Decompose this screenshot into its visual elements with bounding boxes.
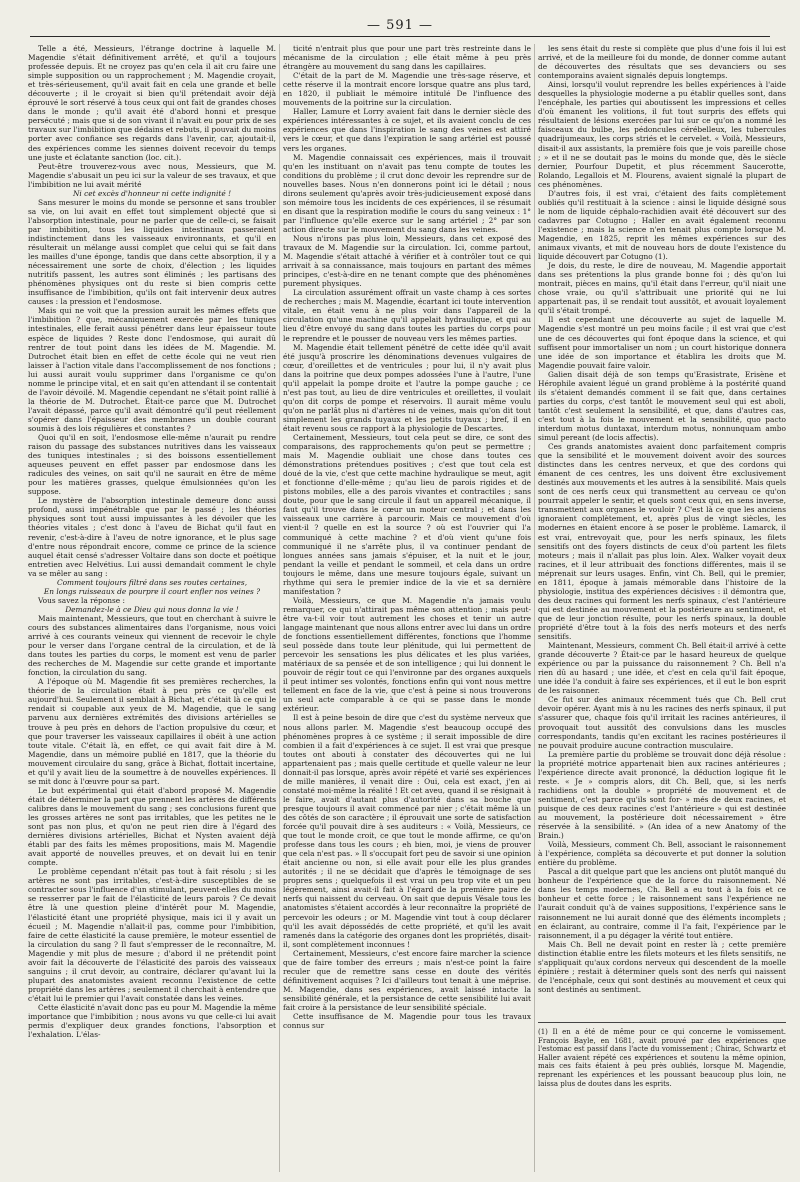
paragraph: Maintenant, Messieurs, comment Ch. Bell était-il arrivé à cette grande découverte ? Était-ce par le hasard heureux de quelque expérience ou par la puissance du raisonnement ? Ch. Bell n'a rien dû au hasard ; une idée, et c'est en cela qu'il fait époque, une idée l'a conduit à faire ses expériences, et il eut le bon esprit de les raisonner. [538, 641, 786, 696]
paragraph: Certainement, Messieurs, c'est encore faire marcher la science que de faire tomber des erreurs ; mais n'est-ce point la faire reculer que de remettre sans cesse en doute des vérités définitivement acquises ? Ici d'ailleurs tout tenait à une méprise. M. Magendie, dans ses expériences, avait laissé intacte la sensibilité générale, et la persistance de cette sensibilité lui avait fait croire à la persistance de leur sensibilité spéciale. [283, 948, 531, 1012]
paragraph: ticité n'entrait plus que pour une part très restreinte dans le mécanisme de la circulation ; elle était même à peu près étrangère au mouvement du sang dans les capillaires. [283, 44, 531, 72]
paragraph: Peut-être trouverez-vous avec nous, Messieurs, que M. Magendie s'abusait un peu ici sur la valeur de ses travaux, et que l'imbibition ne lui avait mérité [28, 161, 276, 189]
verse-line: En longs ruisseaux de pourpre il court enfler nos veines ? [43, 586, 261, 596]
paragraph: Ce fut sur des animaux récemment tués que Ch. Bell crut devoir opérer. Ayant mis à nu les racines des nerfs spinaux, il put s'assurer que, chaque fois qu'il irritait les racines antérieures, il provoquait tout aussitôt des convulsions dans les muscles correspondants, tandis qu'en excitant les racines postérieures il ne pouvait produire aucune contraction musculaire. [538, 695, 786, 750]
paragraph: les sens était du reste si complète que plus d'une fois il lui est arrivé, et de la meilleure foi du monde, de donner comme autant de découvertes des résultats que ses devanciers ou ses contemporains avaient signalés depuis longtemps. [538, 44, 786, 81]
page-number: — 591 — [366, 18, 434, 33]
paragraph: Pascal a dit quelque part que les anciens ont plutôt manqué du bonheur de l'expérience que de la force du raisonnement. Né dans les temps modernes, Ch. Bell a eu tout à la fois et ce bonheur et cette force ; le raisonnement sans l'expérience ne l'aurait conduit qu'à de vaines suppositions, l'expérience sans le raisonnement ne lui aurait donné que des éléments incomplets ; en éclairant, au contraire, comme il l'a fait, l'expérience par le raisonnement, il a pu dégager la vérité tout entière. [538, 867, 786, 940]
paragraph: Ainsi, lorsqu'il voulut reprendre les belles expériences à l'aide desquelles la physiologie moderne a pu établir quelles sont, dans l'encéphale, les parties qui aboutissent les impressions et celles d'où émanent les volitions, il fut tout surpris des effets qui résultaient de lésions exercées par lui sur ce qu'on a nommé les faisceaux du bulbe, les pédoncules cérébelleux, les tubercules quadrijumeaux, les corps striés et le cervelet. « Voilà, Messieurs, disait-il aux assistants, la première fois que je vois pareille chose ; » et il ne se doutait pas le moins du monde que, dès le siècle dernier, Pourfour Dupetit, et plus récemment Saucerotte, Rolando, Legallois et M. Flourens, avaient signalé la plupart de ces phénomènes. [538, 80, 786, 189]
paragraph: Mais maintenant, Messieurs, que tout en cherchant à suivre le cours des substances alimentaires dans l'organisme, nous voici arrivé à ces courants veineux qui viennent de recevoir le chyle pour le verser dans l'organe central de la circulation, et de là dans toutes les parties du corps, le moment est venu de parler des recherches de M. Magendie sur cette grande et importante fonction, la circulation du sang. [28, 613, 276, 678]
paragraph: Cette élasticité n'avait donc pas eu pour M. Magendie la même importance que l'imbibition ; nous avons vu que celle-ci lui avait permis d'expliquer deux grandes fonctions, l'absorption et l'exhalation. L'élas- [28, 1002, 276, 1040]
paragraph: Il est cependant une découverte au sujet de laquelle M. Magendie s'est montré un peu moins facile ; il est vrai que c'est une de ces découvertes qui font époque dans la science, et qui suffisent pour immortaliser un nom ; un court historique donnera une idée de son importance et établira les droits que M. Magendie pouvait faire valoir. [538, 315, 786, 370]
paragraph: Ces grands anatomistes avaient donc parfaitement compris que la sensibilité et le mouvement doivent avoir des sources distinctes dans les centres nerveux, et que des cordons qui émanent de ces centres, les uns doivent être exclusivement destinés aux mouvements et les autres à la sensibilité. Mais quels sont de ces nerfs ceux qui transmettent au cerveau ce qu'on pourrait appeler le sentir, et quels sont ceux qui, en sens inverse, transmettent aux organes le vouloir ? C'est là ce que les anciens ignoraient complètement, et, après plus de vingt siècles, les modernes en étaient encore à se poser le problème. Lamarck, il est vrai, entrevoyait que, pour les nerfs spinaux, les filets sensitifs ont des foyers distincts de ceux d'où partent les filets moteurs ; mais il n'allait pas plus loin. Alex. Walker voyait deux racines, et il leur attribuait des fonctions différentes, mais il se méprenait sur leurs usages. Enfin, vint Ch. Bell, qui le premier, en 1811, époque à jamais mémorable dans l'histoire de la physiologie, institua des expériences décisives : il démontra que, des deux racines qui forment les nerfs spinaux, c'est l'antérieure qui est destinée au mouvement et la postérieure au sentiment, et que de leur jonction résulte, pour les nerfs spinaux, la double propriété d'être tout à la fois des nerfs moteurs et des nerfs sensitifs. [538, 442, 786, 642]
column-divider [279, 44, 280, 1172]
paragraph: C'était de la part de M. Magendie une très-sage réserve, et cette réserve il la montrait encore lorsque quatre ans plus tard, en 1820, il publiait le mémoire intitulé De l'influence des mouvements de la poitrine sur la circulation. [283, 71, 531, 108]
verse-line: Demandez-le à ce Dieu qui nous donna la vie ! [65, 604, 239, 614]
verse-line: Comment toujours filtré dans ses routes certaines, [56, 577, 248, 587]
paragraph: La première partie du problème se trouvait donc déjà résolue : la propriété motrice appartenait bien aux racines antérieures ; l'expérience directe avait prononcé, la déduction logique fit le reste. « Je » compris alors, dit Ch. Bell, que, si les nerfs rachidiens ont la double » propriété de mouvement et de sentiment, c'est parce qu'ils sont for- » més de deux racines, et puisque de ces deux racines c'est l'antérieure » qui est destinée au mouvement, la postérieure doit nécessairement » être réservée à la sensibilité. » (An idea of a new Anatomy of the Brain.) [538, 749, 786, 841]
paragraph: Je dois, du reste, le dire de nouveau, M. Magendie apportait dans ses prétentions la plus grande bonne foi ; dès qu'on lui montrait, pièces en mains, qu'il était dans l'erreur, qu'il niait une chose vraie, ou qu'il s'attribuait une priorité qui ne lui appartenait pas, il se rendait tout aussitôt, et avouait loyalement qu'il s'était trompé. [538, 261, 786, 316]
paragraph: La circulation assurément offrait un vaste champ à ces sortes de recherches ; mais M. Magendie, écartant ici toute intervention vitale, en était venu à ne plus voir dans l'appareil de la circulation qu'une machine qu'il appelait hydraulique, et qui au lieu d'être envoyé du sang dans toutes les parties du corps pour le reprendre et le pousser de nouveau vers les mêmes parties. [283, 288, 531, 343]
column-2 [283, 44, 531, 1172]
paragraph: A l'époque où M. Magendie fit ses premières recherches, la théorie de la circulation était à peu près ce qu'elle est aujourd'hui. Seulement il semblait à Bichat, et c'était là ce qui le rendait si coupable aux yeux de M. Magendie, que le sang parvenu aux dernières extrémités des divisions artérielles se trouve à peu près en dehors de l'action propulsive du cœur, et que pour traverser les vaisseaux capillaires il obéit à une action toute vitale. C'était là, en effet, ce qui avait fait dire à M. Magendie, dans un mémoire publié en 1817, que la théorie du mouvement circulaire du sang, grâce à Bichat, flottait incertaine, et qu'il y avait lieu de la soumettre à de nouvelles expériences. Il se mit donc à l'œuvre pour sa part. [28, 677, 276, 786]
paragraph: Cette insuffisance de M. Magendie pour tous les travaux connus sur [283, 1012, 531, 1031]
paragraph: Mais qui ne voit que la pression aurait les mêmes effets que l'imbibition ? que, mécaniquement exercée par les tuniques intestinales, elle ferait aussi pénétrer dans leur épaisseur toute espèce de liquides ? Reste donc l'endosmose, qui aurait dû rentrer de tout point dans les idées de M. Magendie. M. Dutrochet était bien en effet de cette école qui ne veut rien laisser à l'action vitale dans l'accomplissement de nos fonctions ; lui aussi aurait voulu supprimer dans l'organisme ce qu'on nomme le principe vital, et en sait qu'en attendant il se contentait de l'avoir dévoilé. M. Magendie cependant ne s'était point rallié à la théorie de M. Dutrochet. Était-ce parce que M. Dutrochet l'avait dépassé, parce qu'il avait démontré qu'il peut réellement s'opérer dans l'épaisseur des membranes un double courant soumis à des lois régulières et constantes ? [28, 306, 276, 433]
column-1 [28, 44, 276, 1172]
column-3 [538, 44, 786, 1014]
paragraph: Haller, Lamure et Lorry avaient fait dans le dernier siècle des expériences intéressantes à ce sujet, et ils avaient conclu de ces expériences que dans l'inspiration le sang des veines est attiré vers le cœur, et que dans l'expiration le sang artériel est poussé vers les organes. [283, 107, 531, 153]
verse-line: Ni cet excès d'honneur ni cette indignité ! [72, 188, 232, 198]
paragraph: Telle a été, Messieurs, l'étrange doctrine à laquelle M. Magendie s'était définitivement arrêté, et qu'il a toujours professée depuis. Et ne croyez pas qu'en cela il ait cru faire une simple supposition ou un rapprochement ; M. Magendie croyait, et très-sérieusement, qu'il avait fait en cela une grande et belle découverte ; il le croyait si bien qu'il prétendait avoir déjà éprouvé le sort réservé à tous ceux qui ont fait de grandes choses dans le monde ; qu'il avait été d'abord honni et presque persécuté ; mais que si de son vivant il n'avait eu pour prix de ses travaux sur l'imbibition que dédains et rebuts, il pouvait du moins porter avec confiance ses regards dans l'avenir, car, ajoutait-il, des expériences comme les siennes doivent recevoir du temps une juste et éclatante sanction (loc. cit.). [28, 44, 276, 162]
paragraph: Sans mesurer le moins du monde se personne et sans troubler sa vie, on lui avait en effet tout simplement objecté que si l'absorption intestinale, pour ne parler que de celle-ci, se faisait par imbibition, tous les liquides intestinaux passeraient indistinctement dans les vaisseaux environnants, et qu'il en résulterait un mélange aussi complet que celui qui se fait dans les mailles d'une éponge, tandis que dans cette absorption, il y a nécessairement une sorte de choix, d'élection ; les liquides nutritifs passent, les autres sont éliminés ; les partisans des phénomènes physiques ont du reste si bien compris cette insuffisance de l'imbibition, qu'ils ont fait intervenir deux autres causes : la pression et l'endosmose. [28, 197, 276, 307]
paragraph: Certainement, Messieurs, tout cela peut se dire, ce sont des comparaisons, des rapprochements qu'on peut se permettre ; mais M. Magendie oubliait une chose dans toutes ces démonstrations prétendues positives ; c'est que tout cela est doué de la vie, c'est que cette machine hydraulique se meut, agit et fonctionne d'elle-même ; qu'au lieu de parois rigides et de pistons mobiles, elle a des parois vivantes et contractiles ; sans doute, pour que le sang circule il faut un appareil mécanique, il faut qu'il trouve dans le cœur un moteur central ; et dans les vaisseaux une carrière à parcourir. Mais ce mouvement d'où vient-il ? quelle en est la source ? où est l'ouvrier qui l'a communiqué à cette machine ? et d'où vient qu'une fois communiqué il ne s'arrête plus, il va continuer pendant de longues années sans jamais s'épuiser, et la nuit et le jour, pendant la veille et pendant le sommeil, et cela dans un ordre toujours le même, dans une mesure toujours égale, suivant un rhythme qui sera le premier indice de la vie et sa dernière manifestation ? [283, 433, 531, 596]
paragraph: Il est à peine besoin de dire que c'est du système nerveux que nous allons parler. M. Magendie s'est beaucoup occupé des phénomènes propres à ce système ; il serait impossible de dire combien il a fait d'expériences à ce sujet. Il est vrai que presque toutes ont abouti à constater des découvertes qui ne lui appartenaient pas ; mais quelle certitude et quelle valeur ne leur donnait-il pas lorsque, après avoir répété et varié ses expériences de mille manières, il venait dire : Oui, cela est exact, j'en ai constaté moi-même la réalité ! Et cet aveu, quand il se résignait à le faire, avait d'autant plus d'autorité dans sa bouche que presque toujours il avait commencé par nier ; c'était même là un des côtés de son caractère ; il éprouvait une sorte de satisfaction forcée qu'il pouvait dire à ses auditeurs : « Voilà, Messieurs, ce que tout le monde croit, ce que tout le monde affirme, ce qu'on professe dans tous les cours ; eh bien, moi, je viens de prouver que cela n'est pas. » Il s'occupait fort peu de savoir si une opinion était ancienne ou non, si elle avait pour elle les plus grandes autorités ; il ne se décidait que d'après le témoignage de ses propres sens ; quelquefois il est vrai un peu trop vite et un peu légèrement, ainsi avait-il fait à l'égard de la première paire de nerfs qui naissent du cerveau. On sait que depuis Vésale tous les anatomistes s'étaient accordés à leur reconnaître la propriété de percevoir les odeurs ; or M. Magendie vint tout à coup déclarer qu'il les avait dépossédés de cette propriété, et qu'il les avait ramenés dans la catégorie des organes dont les propriétés, disait-il, sont complètement inconnues ! [283, 713, 531, 949]
paragraph: D'autres fois, il est vrai, c'étaient des faits complètement oubliés qu'il restituait à la science : ainsi le liquide désigné sous le nom de liquide céphalo-rachidien avait été découvert sur des cadavres par Cotugno ; Haller en avait également reconnu l'existence ; mais la science n'en tenait plus compte lorsque M. Magendie, en 1825, reprit les mêmes expériences sur des animaux vivants, et mit de nouveau hors de doute l'existence du liquide découvert par Cotugno (1). [538, 188, 786, 262]
paragraph: Voilà, Messieurs, comment Ch. Bell, associant le raisonnement à l'expérience, compléta sa découverte et put donner la solution entière du problème. [538, 840, 786, 868]
footnote: (1) Il en a été de même pour ce qui concerne le vomissement. François Bayle, en 1681, avait prouvé par des expériences que l'estomac est passif dans l'acte du vomissement ; Chirac, Schwartz et Haller avaient répété ces expériences et soutenu la même opinion, mais ces faits étaient à peu près oubliés, lorsque M. Magendie, reprenant les expériences et les poussant beaucoup plus loin, ne laissa plus de doutes dans les esprits. [538, 1028, 786, 1088]
footnote-rule [538, 1022, 786, 1023]
paragraph: Nous n'irons pas plus loin, Messieurs, dans cet exposé des travaux de M. Magendie sur la circulation. Ici, comme partout, M. Magendie s'était attaché à vérifier et à contrôler tout ce qui arrivait à sa connaissance, mais toujours en partant des mêmes principes, c'est-à-dire en ne tenant compte que des phénomènes purement physiques. [283, 233, 531, 289]
paragraph: Mais Ch. Bell ne devait point en rester là ; cette première distinction établie entre les filets moteurs et les filets sensitifs, ne s'appliquait qu'aux cordons nerveux qui descendent de la moelle épinière ; restait à déterminer quels sont des nerfs qui naissent de l'encéphale, ceux qui sont destinés au mouvement et ceux qui sont destinés au sentiment. [538, 939, 786, 994]
paragraph: Voilà, Messieurs, ce que M. Magendie n'a jamais voulu remarquer, ce qui n'attirait pas même son attention ; mais peut-être va-t-il voir tout autrement les choses et tenir un autre langage maintenant que nous allons entrer avec lui dans un ordre de fonctions essentiellement différentes, fonctions que l'homme seul possède dans toute leur plénitude, qui lui permettent de percevoir les sensations les plus délicates et les plus variées, matériaux de sa pensée et de son intelligence ; qui lui donnent le pouvoir de régir tout ce qui l'environne par des organes auxquels il peut intimer ses volontés, fonctions enfin qui vont nous mettre tellement en face de la vie, que c'est à peine si nous trouverons un seul acte comparable à ce qui se passe dans le monde extérieur. [283, 595, 531, 714]
paragraph: M. Magendie connaissait ces expériences, mais il trouvait qu'en les instituant on n'avait pas tenu compte de toutes les conditions du problème ; il crut donc devoir les reprendre sur de nouvelles bases. Nous n'en donnerons point ici le détail ; nous dirons seulement qu'après avoir très-judicieusement exposé dans son mémoire tous les incidents de ces expériences, il se résumait en disant que la respiration modifie le cours du sang veineux : 1° par l'influence qu'elle exerce sur le sang artériel ; 2° par son action directe sur le mouvement du sang dans les veines. [283, 152, 531, 234]
header-rule [30, 36, 770, 37]
paragraph: Vous savez la réponse : [38, 595, 125, 605]
column-divider [534, 44, 535, 1172]
paragraph: Quoi qu'il en soit, l'endosmose elle-même n'aurait pu rendre raison du passage des substances nutritives dans les vaisseaux des tuniques intestinales ; si des boissons essentiellement aqueuses peuvent en effet passer par endosmose dans les radicules des veines, on sait qu'il ne saurait en être de même pour les matières grasses, quelque émulsionnées qu'on les suppose. [28, 433, 276, 497]
paragraph: Le problème cependant n'était pas tout à fait résolu ; si les artères ne sont pas irritables, c'est-à-dire susceptibles de se contracter sous l'influence d'un stimulant, peuvent-elles du moins se resserrer par le fait de l'élasticité de leurs parois ? Ce devait être là une question pleine d'intérêt pour M. Magendie, l'élasticité étant une propriété physique, mais ici il y avait un écueil ; M. Magendie n'allait-il pas, comme pour l'imbibition, faire de cette élasticité la cause première, le moteur essentiel de la circulation du sang ? Il faut s'empresser de le reconnaître, M. Magendie y mit plus de mesure ; d'abord il ne prétendit point avoir fait la découverte de l'élasticité des parois des vaisseaux sanguins ; il crut devoir, au contraire, déclarer qu'avant lui la plupart des anatomistes avaient reconnu l'existence de cette propriété dans les artères ; seulement il cherchait à entendre que c'était lui le premier qui l'avait constatée dans les veines. [28, 867, 276, 1003]
paragraph: Galien disait déjà de son temps qu'Erasistrate, Erisène et Hérophile avaient légué un grand problème à la postérité quand ils s'étaient demandés comment il se fait que, dans certaines parties du corps, c'est tantôt le mouvement seul qui est aboli, tantôt c'est seulement la sensibilité, et que, dans d'autres cas, c'est tout à la fois le mouvement et la sensibilité, quo pacto interdum motus duntaxat, interdum motus, nonnunquam ambo simul pereant (de locis affectis). [538, 369, 786, 443]
paragraph: Le mystère de l'absorption intestinale demeure donc aussi profond, aussi impénétrable que par le passé ; les théories physiques sont tout aussi impuissantes à les dévoiler que les théories vitales ; c'est donc à l'aveu de Bichat qu'il faut en revenir, c'est-à-dire à l'aveu de notre ignorance, et le plus sage d'entre nous répondrait encore, comme ce prince de la science auquel était censé s'adresser Voltaire dans son docte et poétique entretien avec Helvétius. Lui aussi demandait comment le chyle va se mêler au sang : [28, 496, 276, 578]
paragraph: M. Magendie était tellement pénétré de cette idée qu'il avait été jusqu'à proscrire les dénominations devenues vulgaires de cœur, d'oreillettes et de ventricules ; pour lui, il n'y avait plus dans la poitrine que deux pompes adossées l'une à l'autre, l'une qu'il appelait la pompe droite et l'autre la pompe gauche ; ce n'est pas tout, au lieu de dire ventricules et oreillettes, il voulait qu'on dit corps de pompe et réservoirs. Il aurait même voulu qu'on ne parlât plus ni d'artères ni de veines, mais qu'on dit tout simplement les grands tuyaux et les petits tuyaux ; bref, il en était revenu sous ce rapport à la physiologie de Descartes. [283, 342, 531, 433]
paragraph: Le but expérimental qui était d'abord proposé M. Magendie était de déterminer la part que prennent les artères de différents calibres dans le mouvement du sang ; ses conclusions furent que les grosses artères ne sont pas irritables, que les petites ne le sont pas non plus, et qu'on ne peut rien dire à l'égard des dernières divisions artérielles, Bichat et Nysten avaient déjà établi par des faits les mêmes propositions, mais M. Magendie avait apporté de nouvelles preuves, et on devait lui en tenir compte. [28, 785, 276, 868]
